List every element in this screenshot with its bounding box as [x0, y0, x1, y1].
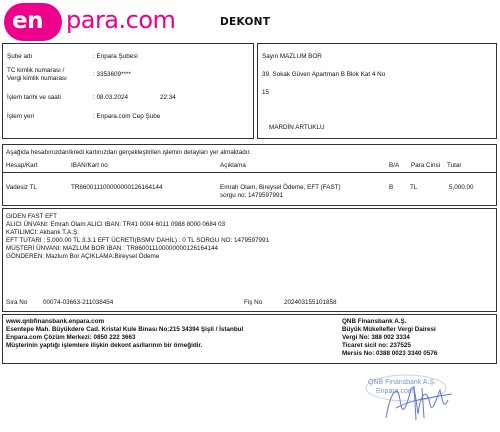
place-value: : Enpara.com Cep Şube — [93, 113, 161, 120]
header-account: Hesap/Kart — [6, 162, 38, 169]
support-center: Enpara.com Çözüm Merkezi: 0850 222 3663 — [6, 334, 136, 341]
branch-label: Şube adı — [7, 53, 33, 60]
date-label: İşlem tarihi ve saati — [7, 94, 61, 101]
row-iban: TR860011100000000126164144 — [71, 184, 163, 191]
detail-line: GIDEN FAST EFT — [6, 213, 57, 220]
transaction-notice: Aşağıda hesabınızdan/kredi kartınızdan gerçekleştirilen işlemin detayları yer almaktadır. — [6, 149, 252, 156]
place-label: İşlem yeri — [7, 113, 34, 120]
tc-label-line2: Vergi kimlik numarası — [7, 75, 67, 82]
header-amount: Tutar — [447, 162, 462, 169]
date-value: : 08.03.2024 — [93, 94, 129, 101]
logo-text-domain: .com — [118, 6, 176, 34]
logo-text-para — [66, 7, 175, 35]
header-description: Açıklama — [220, 162, 246, 169]
signature-stroke — [414, 386, 424, 420]
mersis-number: Mersis No: 0388 0023 3340 0576 — [342, 350, 438, 357]
bank-stamp-signature — [356, 370, 466, 428]
logo-text-para-word: para — [66, 6, 119, 34]
row-ba: B — [389, 184, 394, 191]
customer-address-line2: 15 — [262, 89, 270, 96]
branch-value: : Enpara Şubesi — [93, 53, 138, 60]
detail-line: KATILIMCI: Akbank T.A.Ş. — [6, 229, 79, 236]
customer-city: MARDİN ARTUKLU — [269, 124, 325, 131]
stamp-text-line2: Enpara.com — [376, 388, 414, 395]
detail-line: EFT TUTARI : 5,000.00 TL 3.3.1 EFT ÜCRETİ(BSMV DAHİL) : 0 TL SORGU NO: 1479597991 — [6, 237, 270, 244]
header-ba: B/A — [389, 162, 400, 169]
logo-badge — [4, 3, 62, 41]
row-currency: TL — [410, 184, 418, 191]
table-header-divider — [2, 172, 497, 173]
time-value: 22:34 — [160, 94, 176, 101]
sequence-value: 00074-03663-211038454 — [43, 299, 114, 306]
tax-office: Büyük Mükellefler Vergi Dairesi — [342, 326, 436, 333]
header-iban: IBAN/Kart no — [71, 162, 108, 169]
sequence-label: Sıra No — [6, 299, 28, 306]
document-title: DEKONT — [220, 16, 271, 28]
header-currency: Para Cinsi — [411, 162, 441, 169]
customer-address: 39. Sokak Güven Apartman B Blok Kat 4 No — [262, 71, 386, 78]
enpara-logo — [4, 3, 176, 43]
row-amount: 5,000.00 — [449, 184, 474, 191]
detail-line: ALICI ÜNVANI: Emrah Olam ALICI IBAN: TR41 0004 6011 0988 8000 0684 03 — [6, 221, 226, 228]
tc-label-line1: TC kimlik numarası / — [7, 67, 65, 74]
logo-text-en: en — [12, 8, 43, 34]
bank-website: www.qnbfinansbank.enpara.com — [6, 318, 105, 325]
receipt-value: 202403155101858 — [284, 299, 337, 306]
detail-line: GÖNDEREN: Mazlum Bor AÇIKLAMA:Bireysel Ödeme — [6, 253, 160, 260]
trade-registry: Ticaret sicil no: 237525 — [342, 342, 411, 349]
row-query-number: sorgu no: 1479597991 — [220, 192, 284, 199]
copy-notice: Müşterinin yaptığı işlemlere ilişkin dekont asıllarının bir örneğidir. — [6, 342, 203, 349]
bank-name: QNB Finansbank A.Ş. — [342, 318, 407, 325]
stamp-text-line1: QNB Finansbank A.Ş. — [368, 379, 437, 386]
row-description: Emrah Olam, Bireysel Ödeme, EFT (FAST) — [220, 184, 341, 191]
customer-name: Sayın MAZLUM BOR — [262, 53, 322, 60]
tax-number: Vergi No: 388 002 3334 — [342, 334, 410, 341]
detail-line: MÜŞTERİ ÜNVANI: MAZLUM BOR IBAN : TR860011100000000126164144 — [6, 245, 218, 252]
receipt-label: Fiş No — [244, 299, 263, 306]
bank-address: Esentepe Mah. Büyükdere Cad. Kristal Kule Binası No:215 34394 Şişli / İstanbul — [6, 326, 244, 333]
row-account: Vadesiz TL — [6, 184, 37, 191]
tc-value: : 3353609**** — [93, 71, 131, 78]
